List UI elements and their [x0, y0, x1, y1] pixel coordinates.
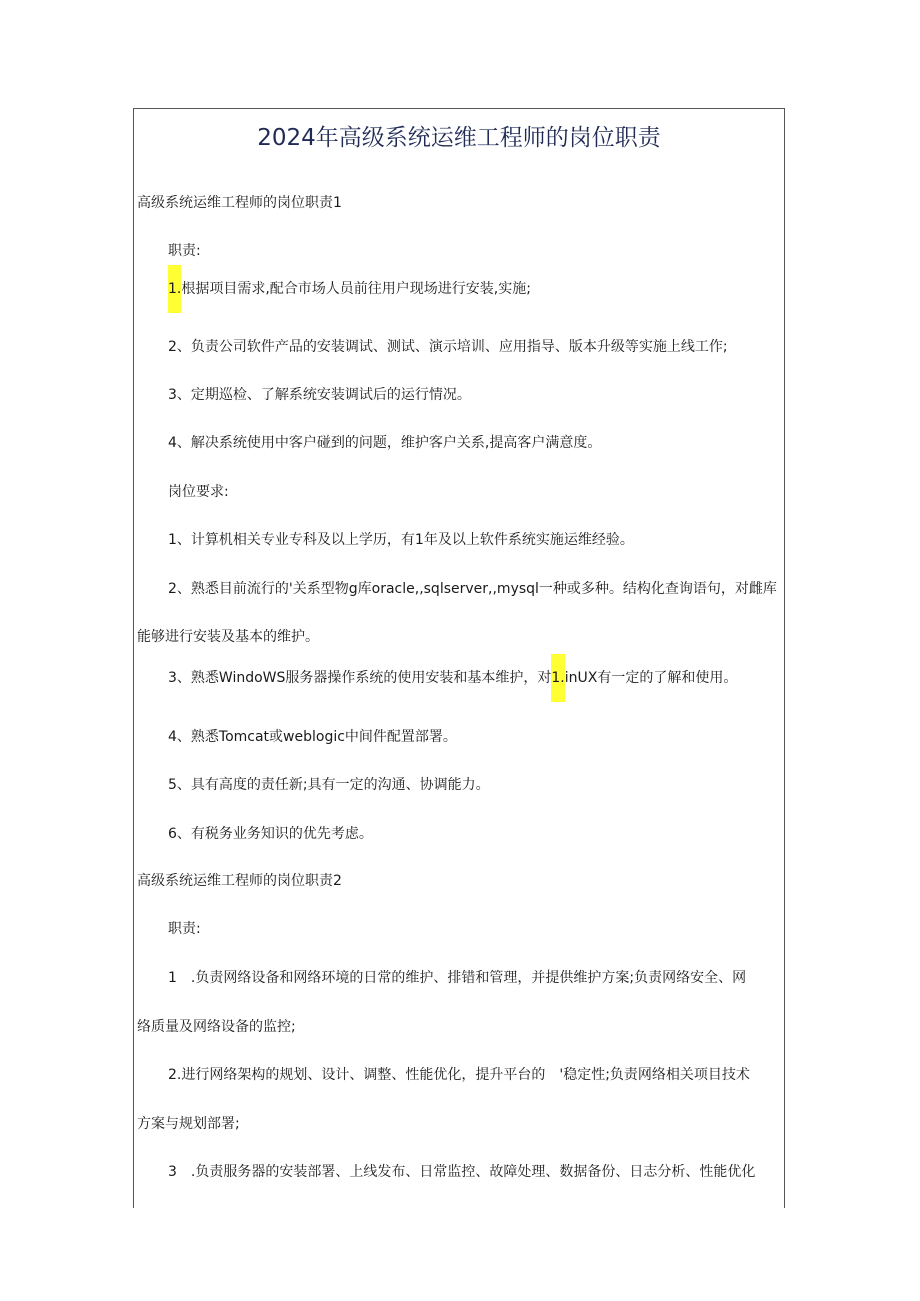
section1-duty3: 3、定期巡检、了解系统安装调试后的运行情况。 — [168, 387, 471, 403]
highlight-mark: 1. — [168, 265, 181, 313]
section1-duties-label: 职责: — [168, 243, 201, 259]
section2-duty1-line1: 1 .负责网络设备和网络环境的日常的维护、排错和管理，并提供维护方案;负责网络安全、网 — [168, 970, 747, 986]
section2-duty1-line2: 络质量及网络设备的监控; — [137, 1019, 296, 1035]
section1-duty1-text: 根据项目需求,配合市场人员前往用户现场进行安装,实施; — [181, 281, 531, 297]
section1-heading: 高级系统运维工程师的岗位职责1 — [137, 195, 342, 211]
highlight-mark: 1. — [551, 654, 564, 702]
section1-duty2: 2、负责公司软件产品的安装调试、测试、演示培训、应用指导、版本升级等实施上线工作; — [168, 339, 728, 355]
section1-req1: 1、计算机相关专业专科及以上学历，有1年及以上软件系统实施运维经验。 — [168, 532, 634, 548]
section1-duty1 — [168, 265, 531, 313]
document-title: 2024年高级系统运维工程师的岗位职责 — [257, 125, 661, 151]
section2-heading: 高级系统运维工程师的岗位职责2 — [137, 873, 342, 889]
section1-req2-line1: 2、熟悉目前流行的'关系型物g库oracle,,sqlserver,,mysql一种或多种。结构化查询语句，对雌库 — [168, 581, 777, 597]
section1-req5: 5、具有高度的责任新;具有一定的沟通、协调能力。 — [168, 777, 490, 793]
section2-duties-label: 职责: — [168, 921, 201, 937]
section1-req4: 4、熟悉Tomcat或weblogic中间件配置部署。 — [168, 729, 457, 745]
section1-req2-line2: 能够进行安装及基本的维护。 — [137, 629, 319, 645]
section2-duty2-line1: 2.进行网络架构的规划、设计、调整、性能优化，提升平台的 '稳定性;负责网络相关项目技术 — [168, 1067, 750, 1083]
section2-duty3-line1: 3 .负责服务器的安装部署、上线发布、日常监控、故障处理、数据备份、日志分析、性能优化 — [168, 1164, 756, 1180]
section1-req-label: 岗位要求: — [168, 484, 229, 500]
section1-req6: 6、有税务业务知识的优先考虑。 — [168, 826, 373, 842]
section1-duty4: 4、解决系统使用中客户碰到的问题，维护客户关系,提高客户满意度。 — [168, 435, 602, 451]
section2-duty2-line2: 方案与规划部署; — [137, 1116, 240, 1132]
section1-req3-post: inUX有一定的了解和使用。 — [564, 670, 738, 686]
document-page — [133, 108, 785, 1208]
section1-req3 — [168, 654, 737, 702]
section1-req3-pre: 3、熟悉WindoWS服务器操作系统的使用安装和基本维护，对 — [168, 670, 552, 686]
